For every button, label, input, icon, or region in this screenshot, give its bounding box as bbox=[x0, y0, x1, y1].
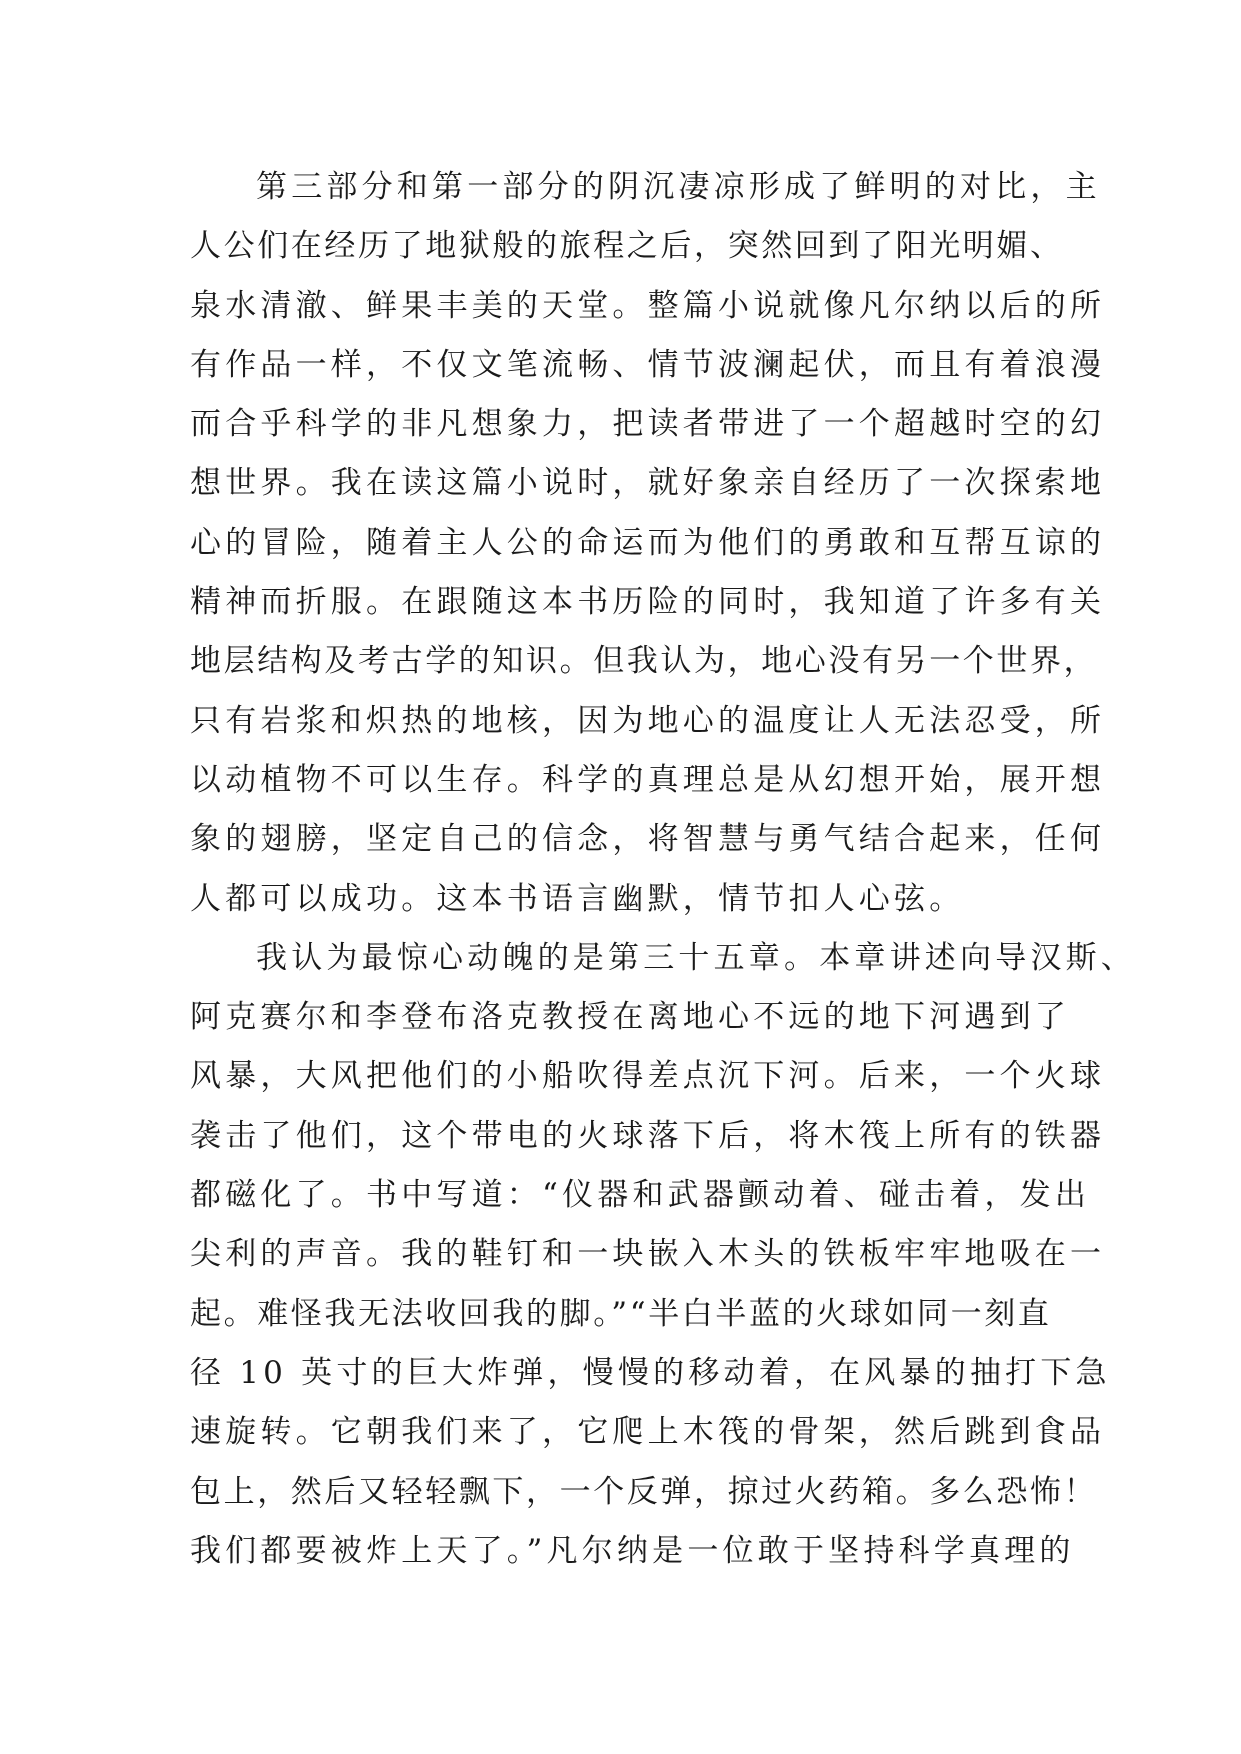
text-line: 都磁化了。书中写道：“仪器和武器颤动着、碰击着，发出 bbox=[190, 1177, 1091, 1214]
text-line: 尖利的声音。我的鞋钉和一块嵌入木头的铁板牢牢地吸在一 bbox=[190, 1236, 1106, 1273]
text-line: 以动植物不可以生存。科学的真理总是从幻想开始，展开想 bbox=[190, 761, 1106, 798]
body-text bbox=[190, 158, 1136, 1581]
text-line: 地层结构及考古学的知识。但我认为，地心没有另一个世界， bbox=[190, 643, 1098, 680]
text-line: 有作品一样，不仅文笔流畅、情节波澜起伏，而且有着浪漫 bbox=[190, 346, 1106, 383]
text-line: 阿克赛尔和李登布洛克教授在离地心不远的地下河遇到了 bbox=[190, 999, 1070, 1036]
text-line: 人都可以成功。这本书语言幽默，情节扣人心弦。 bbox=[190, 880, 965, 917]
paragraph-1 bbox=[190, 158, 1106, 929]
paragraph-2 bbox=[190, 929, 1136, 1581]
text-line: 速旋转。它朝我们来了，它爬上木筏的骨架，然后跳到食品 bbox=[190, 1414, 1106, 1451]
text-line: 袭击了他们，这个带电的火球落下后，将木筏上所有的铁器 bbox=[190, 1117, 1106, 1154]
text-line: 我认为最惊心动魄的是第三十五章。本章讲述向导汉斯、 bbox=[256, 939, 1136, 976]
text-line: 想世界。我在读这篇小说时，就好象亲自经历了一次探索地 bbox=[190, 465, 1106, 502]
text-line: 象的翅膀，坚定自己的信念，将智慧与勇气结合起来，任何 bbox=[190, 821, 1106, 858]
text-line: 第三部分和第一部分的阴沉凄凉形成了鲜明的对比，主 bbox=[256, 169, 1101, 205]
text-line: 泉水清澈、鲜果丰美的天堂。整篇小说就像凡尔纳以后的所 bbox=[190, 287, 1106, 324]
text-line: 心的冒险，随着主人公的命运而为他们的勇敢和互帮互谅的 bbox=[190, 524, 1106, 561]
text-line: 风暴，大风把他们的小船吹得差点沉下河。后来，一个火球 bbox=[190, 1058, 1106, 1095]
text-line: 而合乎科学的非凡想象力，把读者带进了一个超越时空的幻 bbox=[190, 406, 1106, 443]
text-line: 径 10 英寸的巨大炸弹，慢慢的移动着，在风暴的抽打下急 bbox=[190, 1354, 1111, 1391]
text-line: 只有岩浆和炽热的地核，因为地心的温度让人无法忍受，所 bbox=[190, 702, 1106, 739]
text-line: 起。难怪我无法收回我的脚。”“半白半蓝的火球如同一刻直 bbox=[190, 1295, 1052, 1332]
text-line: 我们都要被炸上天了。”凡尔纳是一位敢于坚持科学真理的 bbox=[190, 1532, 1075, 1569]
text-line: 精神而折服。在跟随这本书历险的同时，我知道了许多有关 bbox=[190, 584, 1106, 621]
text-line: 人公们在经历了地狱般的旅程之后，突然回到了阳光明媚、 bbox=[190, 228, 1064, 265]
text-line: 包上，然后又轻轻飘下，一个反弹，掠过火药箱。多么恐怖！ bbox=[190, 1473, 1098, 1510]
